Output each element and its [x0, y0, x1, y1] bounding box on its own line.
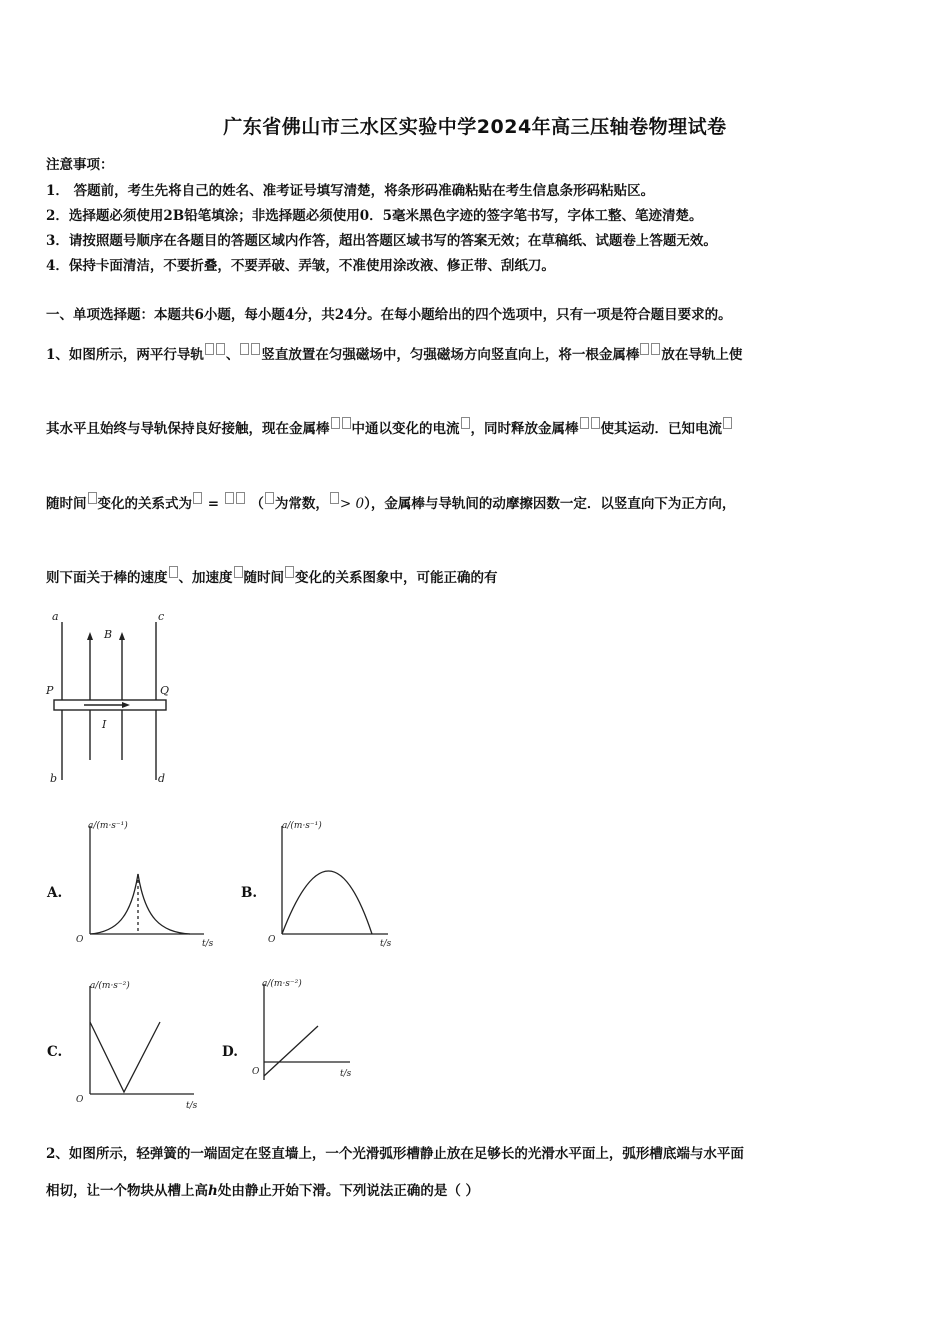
arrow-head-icon: [87, 632, 93, 640]
label-Q: Q: [160, 684, 170, 697]
rail-figure: [44, 610, 184, 790]
curve: [90, 1022, 160, 1092]
option-a-label: A.: [47, 885, 63, 901]
missing-glyph: [205, 343, 214, 355]
missing-glyph: [169, 566, 178, 578]
question-2-line-1: 2、如图所示，轻弹簧的一端固定在竖直墙上，一个光滑弧形槽静止放在足够长的光滑水平面上，弧形槽底端与水平面: [46, 1146, 744, 1162]
notice-item-3: 3．请按照题号顺序在各题目的答题区域内作答，超出答题区域书写的答案无效；在草稿纸、试题卷上答题无效。: [46, 233, 717, 249]
q2-text: 相切，让一个物块从槽上高: [46, 1183, 208, 1199]
label-P: P: [46, 684, 54, 697]
option-a-graph: [76, 818, 236, 948]
q1-text: 为常数，: [274, 496, 329, 512]
origin-label: O: [76, 935, 84, 945]
q1-text: 使其运动．已知电流: [600, 421, 722, 437]
option-c-graph: [76, 980, 226, 1110]
q1-text: 、加速度: [178, 570, 233, 586]
y-label: a/(m·s⁻²): [90, 981, 130, 991]
origin-label: O: [252, 1067, 260, 1077]
q1-text: 其水平且始终与导轨保持良好接触，现在金属棒: [46, 421, 330, 437]
q1-text: 变化的关系图象中，可能正确的有: [295, 570, 498, 586]
curve: [264, 1026, 318, 1076]
label-a: a: [52, 610, 59, 623]
x-label: t/s: [202, 939, 214, 949]
q1-text: 竖直放置在匀强磁场中，匀强磁场方向竖直向上，将一根金属棒: [261, 347, 640, 363]
missing-glyph: [234, 566, 243, 578]
curve: [282, 871, 372, 934]
origin-label: O: [268, 935, 276, 945]
missing-glyph: [640, 343, 649, 355]
curve: [90, 874, 190, 934]
missing-glyph: [193, 492, 202, 504]
q1-text: （: [250, 496, 264, 512]
q1-text: 中通以变化的电流: [351, 421, 460, 437]
y-label: a/(m·s⁻¹): [282, 821, 322, 831]
page-title: 广东省佛山市三水区实验中学2024年高三压轴卷物理试卷: [223, 116, 727, 138]
q1-text: 变化的关系式为: [97, 496, 192, 512]
missing-glyph: [251, 343, 260, 355]
question-2-line-2: [46, 1179, 479, 1199]
arrow-head-icon: [119, 632, 125, 640]
missing-glyph: [216, 343, 225, 355]
option-d-label: D.: [222, 1044, 238, 1060]
x-label: t/s: [340, 1069, 352, 1079]
notice-heading: 注意事项：: [46, 157, 114, 173]
q1-text: 、: [225, 347, 240, 363]
label-c: c: [158, 610, 165, 623]
question-1-line-1: [46, 343, 742, 363]
label-d: d: [158, 772, 166, 785]
missing-glyph: [88, 492, 97, 504]
notice-item-2: 2．选择题必须使用2B铅笔填涂；非选择题必须使用0．5毫米黑色字迹的签字笔书写，字体工整、笔迹清楚。: [46, 208, 703, 224]
y-label: a/(m·s⁻²): [262, 979, 302, 989]
section-heading: 一、单项选择题：本题共6小题，每小题4分，共24分。在每小题给出的四个选项中，只有一项是符合题目要求的。: [46, 307, 732, 323]
label-I: I: [102, 718, 107, 731]
question-1-line-2: [46, 417, 733, 437]
q1-text: 随时间: [243, 570, 284, 586]
q1-text: 放在导轨上使: [661, 347, 743, 363]
label-B: B: [104, 628, 113, 641]
missing-glyph: [330, 492, 339, 504]
missing-glyph: [342, 417, 351, 429]
q1-equals: =: [207, 496, 220, 512]
y-label: a/(m·s⁻¹): [88, 821, 128, 831]
missing-glyph: [461, 417, 470, 429]
missing-glyph: [723, 417, 732, 429]
missing-glyph: [240, 343, 249, 355]
notice-item-4: 4．保持卡面清洁，不要折叠，不要弄破、弄皱，不准使用涂改液、修正带、刮纸刀。: [46, 258, 555, 274]
notice-item-1: 1． 答题前，考生先将自己的姓名、准考证号填写清楚，将条形码准确粘贴在考生信息条形码粘贴区。: [46, 183, 655, 199]
missing-glyph: [591, 417, 600, 429]
q1-text: 随时间: [46, 496, 87, 512]
missing-glyph: [331, 417, 340, 429]
question-1-line-4: [46, 566, 498, 586]
missing-glyph: [285, 566, 294, 578]
option-b-graph: [268, 818, 428, 948]
q2-text: 处由静止开始下滑。下列说法正确的是（ ）: [217, 1183, 480, 1199]
x-label: t/s: [380, 939, 392, 949]
q1-text: ，同时释放金属棒: [470, 421, 579, 437]
q1-text: ），金属棒与导轨间的动摩擦因数一定．以竖直向下为正方向，: [364, 496, 736, 512]
question-1-line-3: [46, 492, 735, 512]
origin-label: O: [76, 1095, 84, 1105]
missing-glyph: [225, 492, 234, 504]
missing-glyph: [236, 492, 245, 504]
option-d-graph: [250, 980, 390, 1110]
label-b: b: [50, 772, 58, 785]
option-c-label: C.: [47, 1044, 63, 1060]
q1-text: 则下面关于棒的速度: [46, 570, 168, 586]
missing-glyph: [265, 492, 274, 504]
q2-h: h: [208, 1183, 218, 1199]
q1-gt-zero: > 0: [339, 496, 365, 512]
x-label: t/s: [186, 1101, 198, 1111]
option-b-label: B.: [241, 885, 258, 901]
q1-text: 1、如图所示，两平行导轨: [46, 347, 204, 363]
missing-glyph: [651, 343, 660, 355]
missing-glyph: [580, 417, 589, 429]
